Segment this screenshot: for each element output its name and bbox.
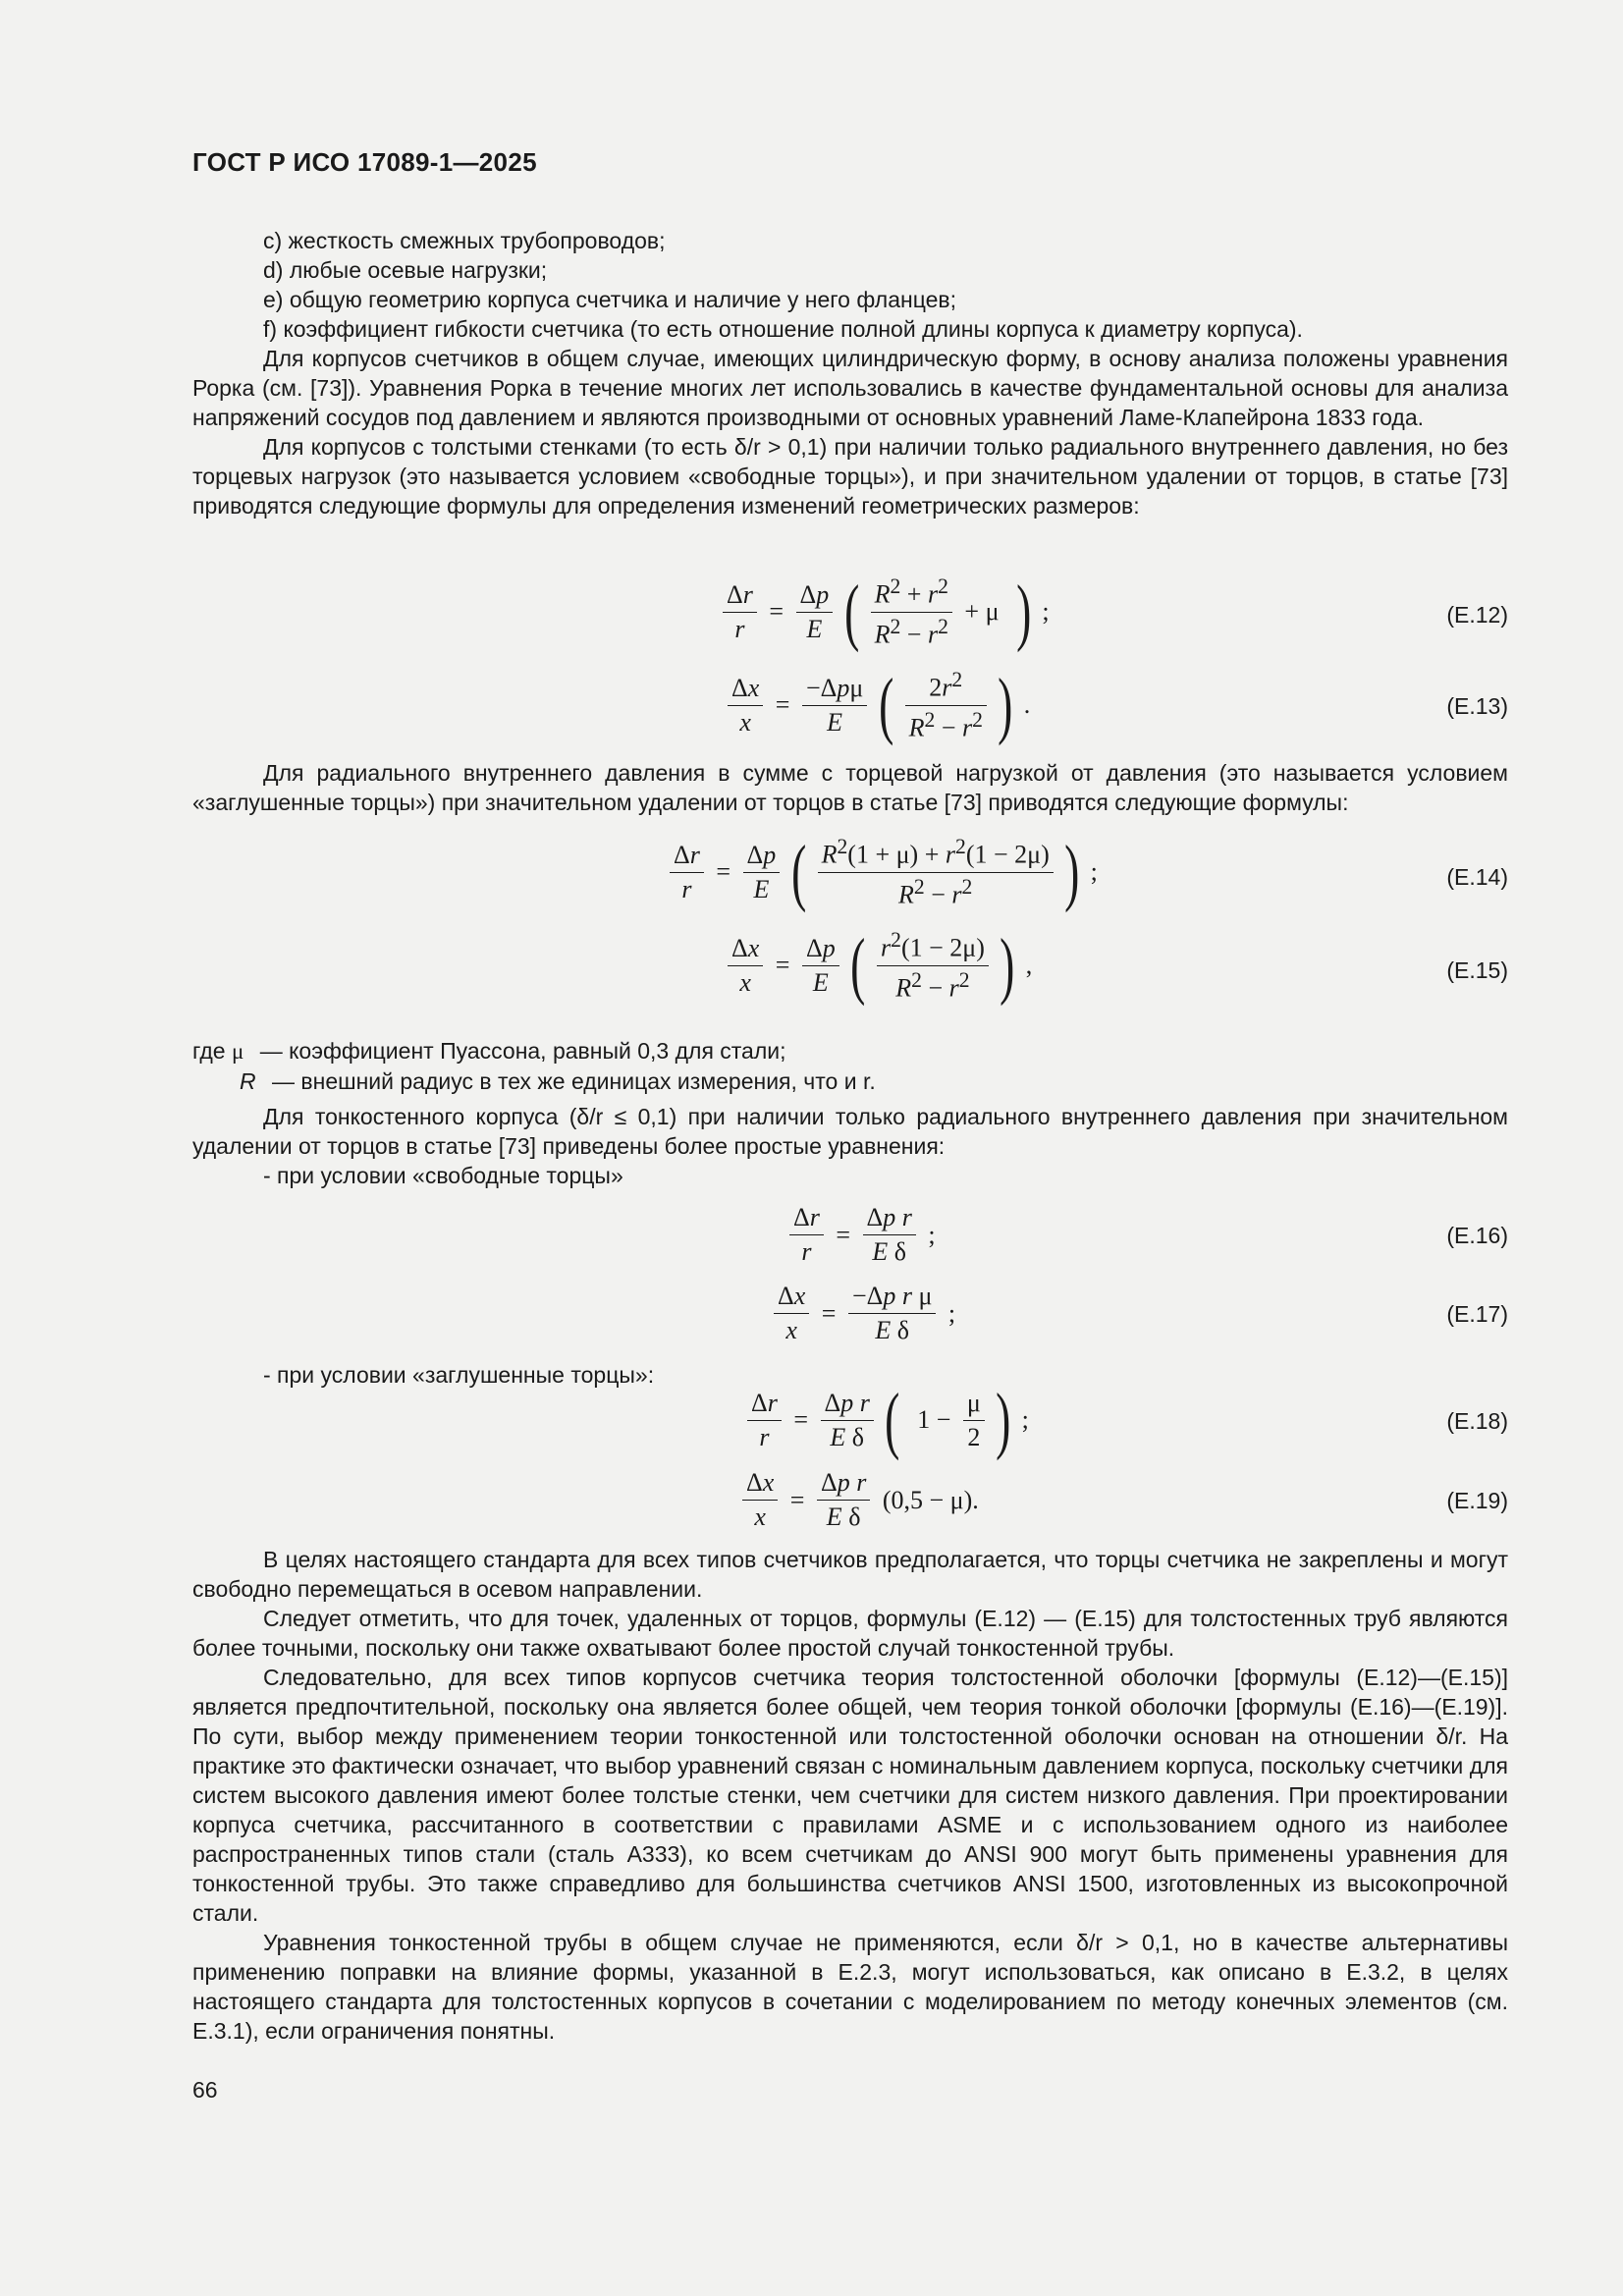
formula-e16: $\frac{\Delta r}{r}$ = $\frac{\text{Δp r}}{\text{E δ}}$ ; (E.16) xyxy=(192,1203,1508,1272)
formula-e18: $\frac{\Delta r}{r}$ = $\frac{\text{Δp r}}{\text{E δ}}$ ( 1 − $\frac{\mu}{2}$ ) ; (E.18) xyxy=(192,1383,1508,1461)
where-block xyxy=(192,1036,1508,1096)
list-item: f) коэффициент гибкости счетчика (то есть отношение полной длины корпуса к диаметру корпуса). xyxy=(263,316,1303,342)
list-item: c) жесткость смежных трубопроводов; xyxy=(263,228,666,253)
equation-number: (E.17) xyxy=(1446,1301,1508,1327)
equation-number: (E.16) xyxy=(1446,1223,1508,1248)
page-number: 66 xyxy=(192,2077,218,2103)
equation-number: (E.13) xyxy=(1446,693,1508,719)
paragraph: Для радиального внутреннего давления в сумме с торцевой нагрузкой от давления (это называется условием «заглушенные торцы») при значительном удалении от торцов в статье [73] приводятся следующие формулы: xyxy=(192,760,1508,815)
text-block-thin xyxy=(192,1102,1508,1190)
equation-number: (E.18) xyxy=(1446,1408,1508,1434)
formula-e19: $\frac{\Delta x}{x}$ = $\frac{\text{Δp r}}{\text{E δ}}$ (0,5 − μ). (E.19) xyxy=(192,1468,1508,1537)
list-item: e) общую геометрию корпуса счетчика и наличие у него фланцев; xyxy=(263,287,957,312)
paragraph: В целях настоящего стандарта для всех типов счетчиков предполагается, что торцы счетчика не закреплены и могут свободно перемещаться в осевом направлении. xyxy=(192,1547,1508,1602)
paragraph: Следует отметить, что для точек, удаленных от торцов, формулы (E.12) — (E.15) для толстостенных труб являются более точными, поскольку они также охватывают более простой случай тонкостенной трубы. xyxy=(192,1606,1508,1661)
paragraph: Уравнения тонкостенной трубы в общем случае не применяются, если δ/r > 0,1, но в качестве альтернативы применению поправки на влияние формы, указанной в E.2.3, могут использоваться, как описано в E.3.2, в целях настоящего стандарта для толстостенных корпусов в сочетании с моделированием по методу конечных элементов (см. E.3.1), если ограничения понятны. xyxy=(192,1930,1508,2044)
equation-number: (E.19) xyxy=(1446,1488,1508,1513)
formula-e17: $\frac{\Delta x}{x}$ = $\frac{\text{−Δp r μ}}{\text{E δ}}$ ; (E.17) xyxy=(192,1282,1508,1350)
paragraph: Следовательно, для всех типов корпусов счетчика теория толстостенной оболочки [формулы (E.12)—(E.15)] является предпочтительной, поскольку она является более общей, чем теория тонкой оболочки [формулы (E.16)—(E.19)]. По сути, выбор между применением теории тонкостенной или толстостенной оболочки основан на отношении δ/r. На практике это фактически означает, что выбор уравнений связан с номинальным давлением корпуса, поскольку счетчики для систем высокого давления имеют более толстые стенки, чем счетчики для систем низкого давления. При проектировании корпуса счетчика, рассчитанного в соответствии с правилами ASME и с использованием одного из наиболее распространенных типов стали (сталь A333), ко всем счетчикам до ANSI 900 могут быть применены уравнения для тонкостенной трубы. Это также справедливо для большинства счетчиков ANSI 1500, изготовленных из высокопрочной стали. xyxy=(192,1665,1508,1926)
formula-e15: $\frac{\Delta x}{x}$ = $\frac{\Delta p}{E}$ ( $\frac{r^2(1 - 2\mu)}{R^2 - r^2}$ ) , (E.15) xyxy=(192,928,1508,1016)
equation-number: (E.12) xyxy=(1446,602,1508,628)
paragraph: Для корпусов с толстыми стенками (то есть δ/r > 0,1) при наличии только радиального внутреннего давления, но без торцевых нагрузок (это называется условием «свободные торцы»), и при значительном удалении от торцов, в статье [73] приводятся следующие формулы для определения изменений геометрических размеров: xyxy=(192,434,1508,519)
where-r: R — внешний радиус в тех же единицах измерения, что и r. xyxy=(240,1068,876,1094)
condition-label: - при условии «заглушенные торцы»: xyxy=(263,1362,655,1388)
condition-label: - при условии «свободные торцы» xyxy=(263,1163,623,1188)
formula-e14: $\frac{\Delta r}{r}$ = $\frac{\Delta p}{E}$ ( $\frac{R^2(1 + \mu) + r^2(1 - 2\mu)}{R^2 - r^2}$ ) ; (E.14) xyxy=(192,835,1508,923)
equation-number: (E.15) xyxy=(1446,957,1508,983)
formula-e13: $\frac{\Delta x}{x}$ = $\frac{\text{−Δpμ}}{E}$ ( $\frac{2r^2}{R^2 - r^2}$ ) . (E.13) xyxy=(192,668,1508,746)
document-header: ГОСТ Р ИСО 17089-1—2025 xyxy=(192,147,537,177)
formula-e12: $\frac{\Delta r}{r}$ = $\frac{\Delta p}{E}$ ( $\frac{R^2 + r^2}{R^2 - r^2}$ + μ ) ; (E.12) xyxy=(192,574,1508,663)
list-item: d) любые осевые нагрузки; xyxy=(263,257,548,283)
paragraph: Для корпусов счетчиков в общем случае, имеющих цилиндрическую форму, в основу анализа положены уравнения Рорка (см. [73]). Уравнения Рорка в течение многих лет использовались в качестве фундаментальной основы для анализа напряжений сосудов под давлением и являются производными от основных уравнений Ламе-Клапейрона 1833 года. xyxy=(192,346,1508,430)
text-block-conclusion xyxy=(192,1545,1508,2046)
text-block-capped xyxy=(192,758,1508,817)
equation-number: (E.14) xyxy=(1446,864,1508,890)
paragraph: Для тонкостенного корпуса (δ/r ≤ 0,1) при наличии только радиального внутреннего давления при значительном удалении от торцов в статье [73] приведены более простые уравнения: xyxy=(192,1104,1508,1159)
text-block-intro xyxy=(192,226,1508,520)
where-mu: где μ — коэффициент Пуассона, равный 0,3 для стали; xyxy=(192,1038,786,1064)
